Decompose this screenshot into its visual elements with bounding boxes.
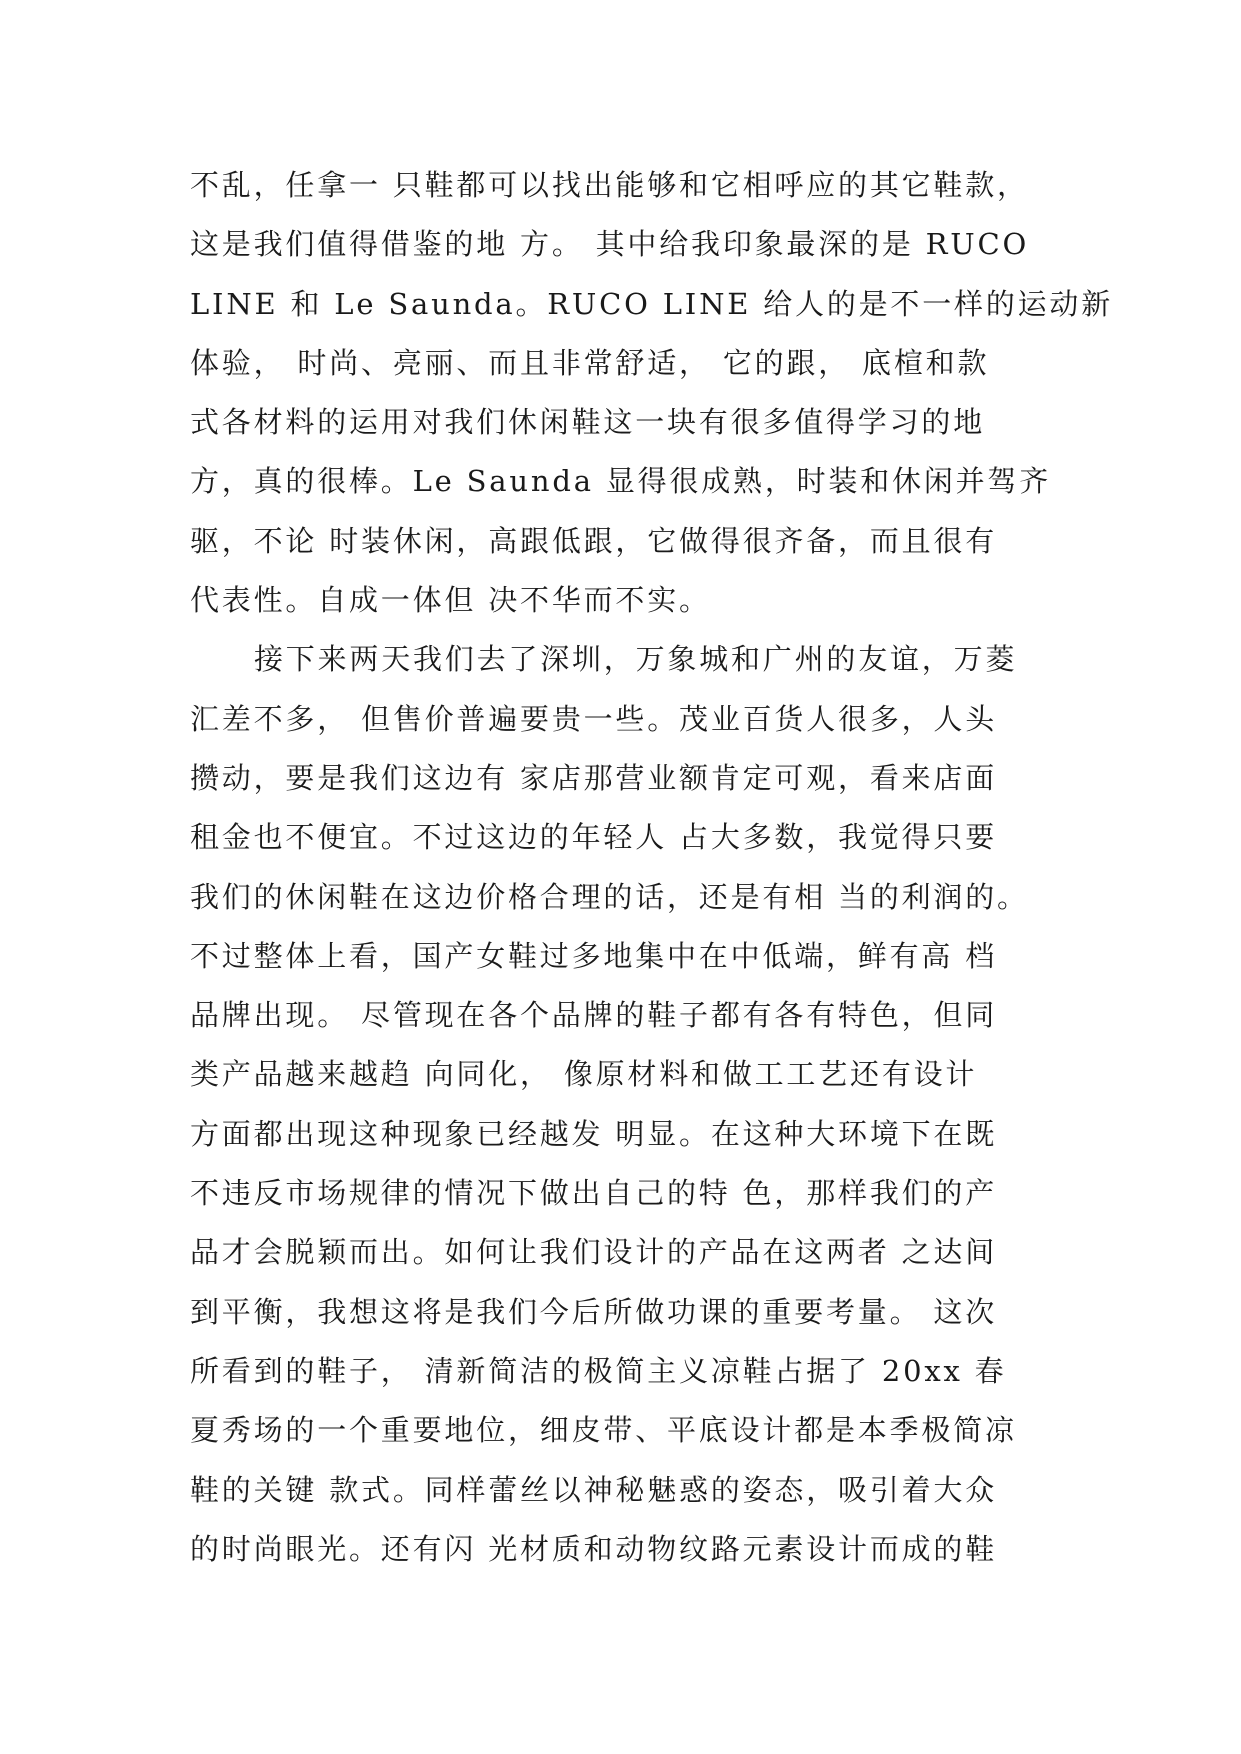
text-line: 这是我们值得借鉴的地 方。 其中给我印象最深的是 RUCO: [190, 227, 1030, 262]
text-line: 夏秀场的一个重要地位，细皮带、平底设计都是本季极简凉: [190, 1413, 1017, 1448]
text-line: 类产品越来越趋 向同化， 像原材料和做工工艺还有设计: [190, 1057, 978, 1092]
text-line: 体验， 时尚、亮丽、而且非常舒适， 它的跟， 底楦和款: [190, 345, 990, 380]
text-line: 我们的休闲鞋在这边价格合理的话，还是有相 当的利润的。: [190, 879, 1029, 914]
text-line: 代表性。自成一体但 决不华而不实。: [190, 583, 711, 618]
text-line: 式各材料的运用对我们休闲鞋这一块有很多值得学习的地: [190, 405, 986, 440]
text-line: 品才会脱颖而出。如何让我们设计的产品在这两者 之达间: [190, 1235, 998, 1270]
text-line: 驱，不论 时装休闲，高跟低跟，它做得很齐备，而且很有: [190, 523, 998, 558]
text-line: 不违反市场规律的情况下做出自己的特 色，那样我们的产: [190, 1176, 998, 1211]
text-line: 方面都出现这种现象已经越发 明显。在这种大环境下在既: [190, 1116, 998, 1151]
body-text: [190, 156, 1114, 1579]
text-line: 的时尚眼光。还有闪 光材质和动物纹路元素设计而成的鞋: [190, 1531, 998, 1566]
text-line: 所看到的鞋子， 清新简洁的极简主义凉鞋占据了 20xx 春: [190, 1353, 1007, 1388]
text-line: LINE 和 Le Saunda。RUCO LINE 给人的是不一样的运动新: [190, 286, 1114, 321]
text-line: 接下来两天我们去了深圳，万象城和广州的友谊，万菱: [254, 642, 1018, 677]
text-line: 不乱，任拿一 只鞋都可以找出能够和它相呼应的其它鞋款，: [190, 168, 1029, 202]
text-line: 品牌出现。 尽管现在各个品牌的鞋子都有各有特色，但同: [190, 998, 998, 1033]
text-line: 不过整体上看，国产女鞋过多地集中在中低端，鲜有高 档: [190, 938, 998, 973]
text-line: 鞋的关键 款式。同样蕾丝以神秘魅惑的姿态，吸引着大众: [190, 1472, 998, 1507]
text-line: 方，真的很棒。Le Saunda 显得很成熟，时装和休闲并驾齐: [190, 464, 1052, 499]
text-line: 攒动，要是我们这边有 家店那营业额肯定可观，看来店面: [190, 760, 998, 795]
text-line: 到平衡，我想这将是我们今后所做功课的重要考量。 这次: [190, 1294, 998, 1329]
text-line: 汇差不多， 但售价普遍要贵一些。茂业百货人很多，人头: [190, 701, 998, 736]
text-line: 租金也不便宜。不过这边的年轻人 占大多数，我觉得只要: [190, 820, 998, 855]
